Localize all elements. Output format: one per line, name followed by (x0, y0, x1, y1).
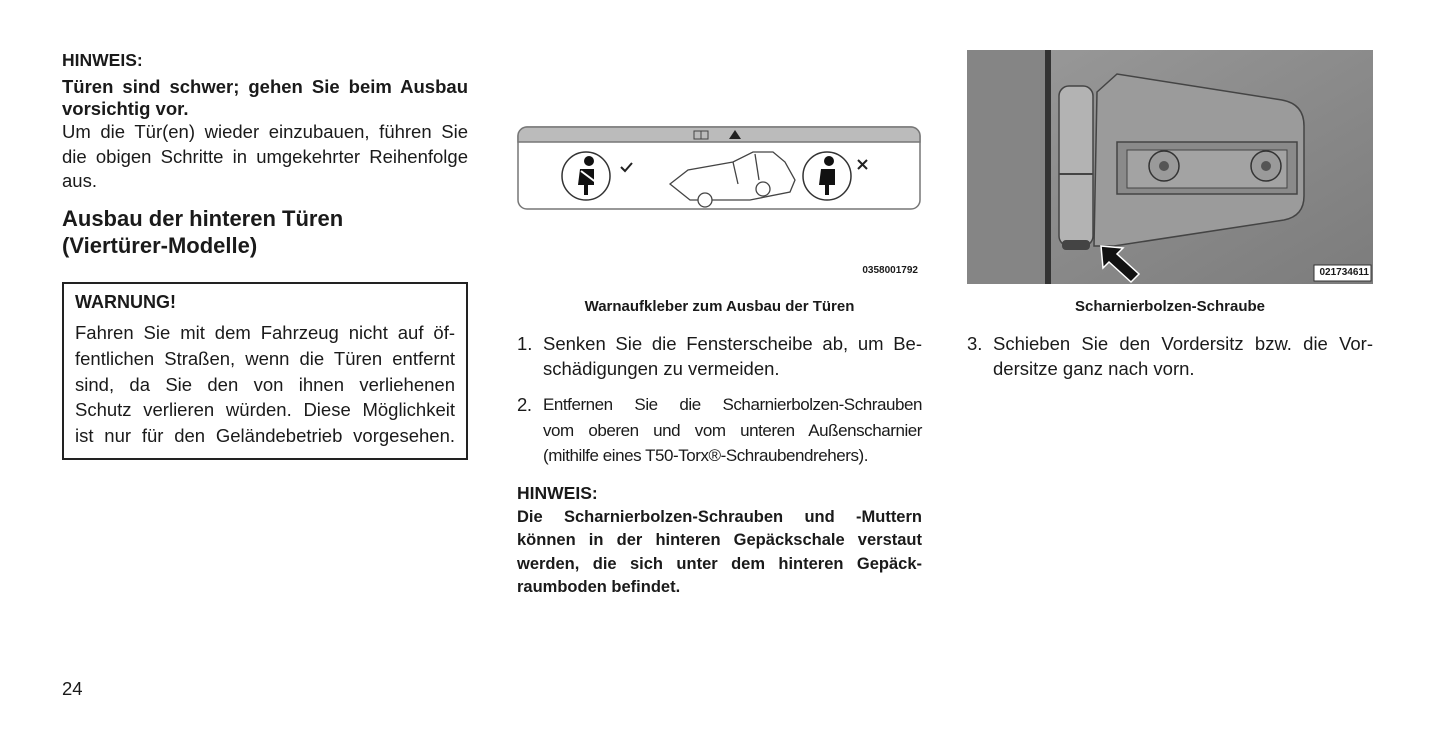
text-line: Senken Sie die Fensterscheibe ab, um Be- (543, 333, 922, 354)
steps-list (517, 332, 922, 469)
note (517, 482, 922, 599)
warning-box (62, 282, 468, 460)
text-line: werden, die sich unter dem hinteren Gepäck- (517, 554, 922, 573)
figure-caption: Warnaufkleber zum Ausbau der Türen (584, 298, 855, 315)
list-item (967, 332, 1373, 381)
section-heading (62, 205, 468, 259)
step-number: 1. (517, 333, 533, 354)
text-line: sind, da Sie den von ihnen verliehenen (75, 373, 455, 395)
page-number: 24 (62, 678, 83, 699)
figure-code: 021734611 (1319, 267, 1369, 278)
text-line: Um die Tür(en) wieder einzubauen, führen Sie (62, 121, 468, 142)
heading-line: (Viertürer-Modelle) (62, 233, 258, 258)
warning-text (75, 320, 455, 449)
text-line: Die Scharnierbolzen-Schrauben und -Muttern (517, 508, 922, 526)
text-line: Türen sind schwer; gehen Sie beim Ausbau (62, 76, 468, 97)
note-text (62, 120, 468, 194)
note-bold-text (517, 506, 922, 599)
text-line: können in der hinteren Gepäckschale verstaut (517, 531, 922, 550)
warning-title: WARNUNG! (75, 292, 176, 312)
list-item (517, 332, 922, 381)
step-number: 3. (967, 333, 983, 354)
torx-screw-icon (1251, 151, 1281, 181)
text-line: raumboden befindet. (517, 577, 681, 596)
heading-line: Ausbau der hinteren Türen (62, 206, 344, 231)
text-line: fentlichen Straßen, wenn die Türen entfernt (75, 347, 455, 369)
text-line: schädigungen zu vermeiden. (543, 357, 780, 379)
text-line: dersitze ganz nach vorn. (993, 357, 1195, 379)
belted-passenger-icon (562, 152, 610, 200)
step-number: 2. (517, 394, 532, 415)
hinge-illustration (967, 50, 1373, 284)
text-line: aus. (62, 170, 97, 191)
figure-code: 0358001792 (862, 265, 918, 276)
text-line: Schutz verlieren würden. Diese Möglichkeit (75, 399, 455, 421)
text-line: (mithilfe eines T50-Torx®-Schraubendrehers). (543, 446, 868, 465)
note-title: HINWEIS: (62, 50, 143, 70)
text-line: vorsichtig vor. (62, 97, 189, 119)
note-bold-text (62, 75, 468, 121)
unbelted-passenger-icon (803, 152, 851, 200)
text-line: Entfernen Sie die Scharnierbolzen-Schrauben (543, 395, 922, 414)
text-line: die obigen Schritte in umgekehrter Reihenfolge (62, 145, 468, 167)
list-item (517, 392, 922, 469)
text-line: Schieben Sie den Vordersitz bzw. die Vor- (993, 333, 1373, 354)
note-title: HINWEIS: (517, 483, 598, 503)
warning-sticker-illustration (517, 50, 922, 285)
text-line: Fahren Sie mit dem Fahrzeug nicht auf öf- (75, 322, 455, 343)
figure-caption: Scharnierbolzen-Schraube (1074, 298, 1266, 315)
warning-sticker-figure (517, 50, 922, 285)
text-line: vom oberen und vom unteren Außenscharnier (543, 420, 922, 440)
hinge-photo (967, 50, 1373, 284)
torx-screw-icon (1149, 151, 1179, 181)
text-line: ist nur für den Geländebetrieb vorgesehen. (75, 425, 455, 447)
